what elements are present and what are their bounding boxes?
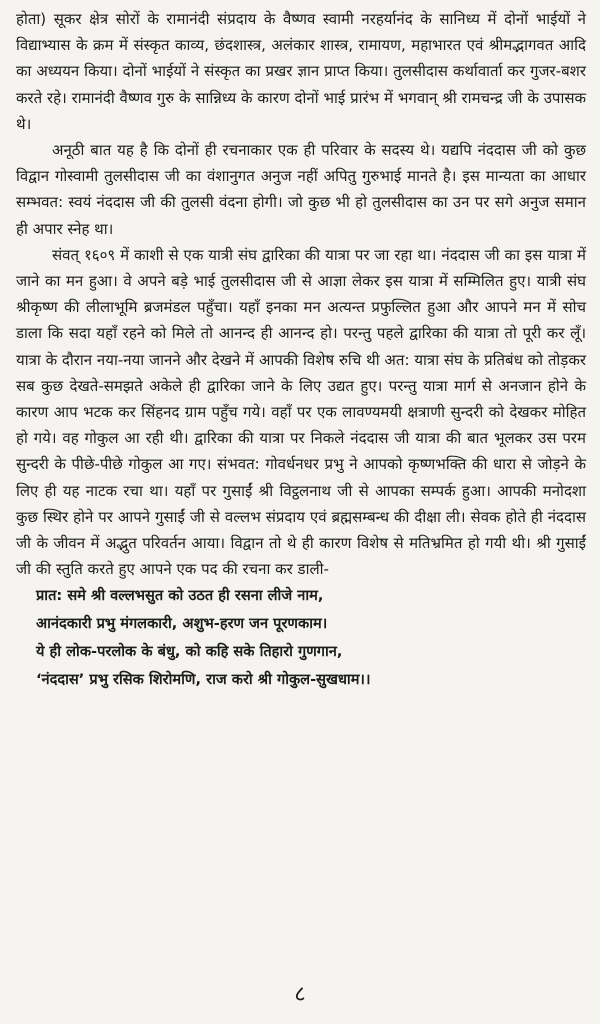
- paragraph-journey: संवत् १६०९ में काशी से एक यात्री संघ द्वारिका की यात्रा पर जा रहा था। नंददास जी का इस यात्रा में जाने का मन हुआ। वे अपने बड़े भाई तुलसीदास जी से आज्ञा लेकर इस यात्रा में सम्मिलित हुए। यात्री संघ श्रीकृष्ण की लीलाभूमि ब्रजमंडल पहुँचा। यहाँ इनका मन अत्यन्त प्रफुल्लित हुआ और आपने मन में सोच डाला कि सदा यहाँ रहने को मिले तो आनन्द ही आनन्द हो। परन्तु पहले द्वारिका की यात्रा तो पूरी कर लूँ। यात्रा के दौरान नया-नया जानने और देखने में आपकी विशेष रुचि थी अत: यात्रा संघ के प्रतिबंध को तोड़कर सब कुछ देखते-समझते अकेले ही द्वारिका जाने के लिए उद्यत हुए। परन्तु यात्रा मार्ग से अनजान होने के कारण आप भटक कर सिंहनद ग्राम पहुँच गये। वहाँ पर एक लावण्यमयी क्षत्राणी सुन्दरी को देखकर मोहित हो गये। वह गोकुल आ रही थी। द्वारिका की यात्रा पर निकले नंददास जी यात्रा की बात भूलकर उस परम सुन्दरी के पीछे-पीछे गोकुल आ गए। संभवत: गोवर्धनधर प्रभु ने आपको कृष्णभक्ति की धारा से जोड़ने के लिए ही यह नाटक रचा था। यहाँ पर गुसाईं श्री विट्ठलनाथ जी से आपका सम्पर्क हुआ। आपकी मनोदशा कुछ स्थिर होने पर आपने गुसाईं जी से वल्लभ संप्रदाय एवं ब्रह्मसम्बन्ध की दीक्षा ली। सेवक होते ही नंददास जी के जीवन में अद्भुत परिवर्तन आया। विद्वान तो थे ही कारण विशेष से मतिभ्रमित हो गयी थी। श्री गुसाईं जी की स्तुति करते हुए आपने एक पद की रचना कर डाली-: [16, 245, 586, 579]
- poem-line: ये ही लोक-परलोक के बंधु, को कहि सके तिहारो गुणगान,: [36, 643, 343, 661]
- poem-line: ‘नंददास’ प्रभु रसिक शिरोमणि, राज करो श्री गोकुल-सुखधाम।।: [36, 671, 371, 689]
- poem-line: आनंदकारी प्रभु मंगलकारी, अशुभ-हरण जन पूरणकाम।: [36, 615, 328, 633]
- poem-line: प्रात: समे श्री वल्लभसुत को उठत ही रसना लीजे नाम,: [36, 587, 324, 605]
- poem-verse: [36, 582, 586, 694]
- paragraph-intro: होता) सूकर क्षेत्र सोरों के रामानंदी संप्रदाय के वैष्णव स्वामी नरहर्यानंद के सानिध्य में दोनों भाईयों ने विद्याभ्यास के क्रम में संस्कृत काव्य, छंदशास्त्र, अलंकार शास्त्र, रामायण, महाभारत एवं श्रीमद्भागवत आदि का अध्ययन किया। दोनों भाईयों ने संस्कृत का प्रखर ज्ञान प्राप्त किया। तुलसीदास कर्थावार्ता कर गुजर-बशर करते रहे। रामानंदी वैष्णव गुरु के सान्निध्य के कारण दोनों भाई प्रारंभ में भगवान् श्री रामचन्द्र जी के उपासक थे।: [16, 10, 586, 133]
- page-number: ८: [294, 982, 306, 1007]
- paragraph-relation: अनूठी बात यह है कि दोनों ही रचनाकार एक ही परिवार के सदस्य थे। यद्यपि नंददास जी को कुछ विद्वान गोस्वामी तुलसीदास जी का वंशानुगत अनुज नहीं अपितु गुरुभाई मानते है। इस मान्यता का आधार सम्भवत: स्वयं नंददास जी की तुलसी वंदना होगी। जो कुछ भी हो तुलसीदास का उन पर सगे अनुज समान ही अपार स्नेह था।: [16, 141, 586, 238]
